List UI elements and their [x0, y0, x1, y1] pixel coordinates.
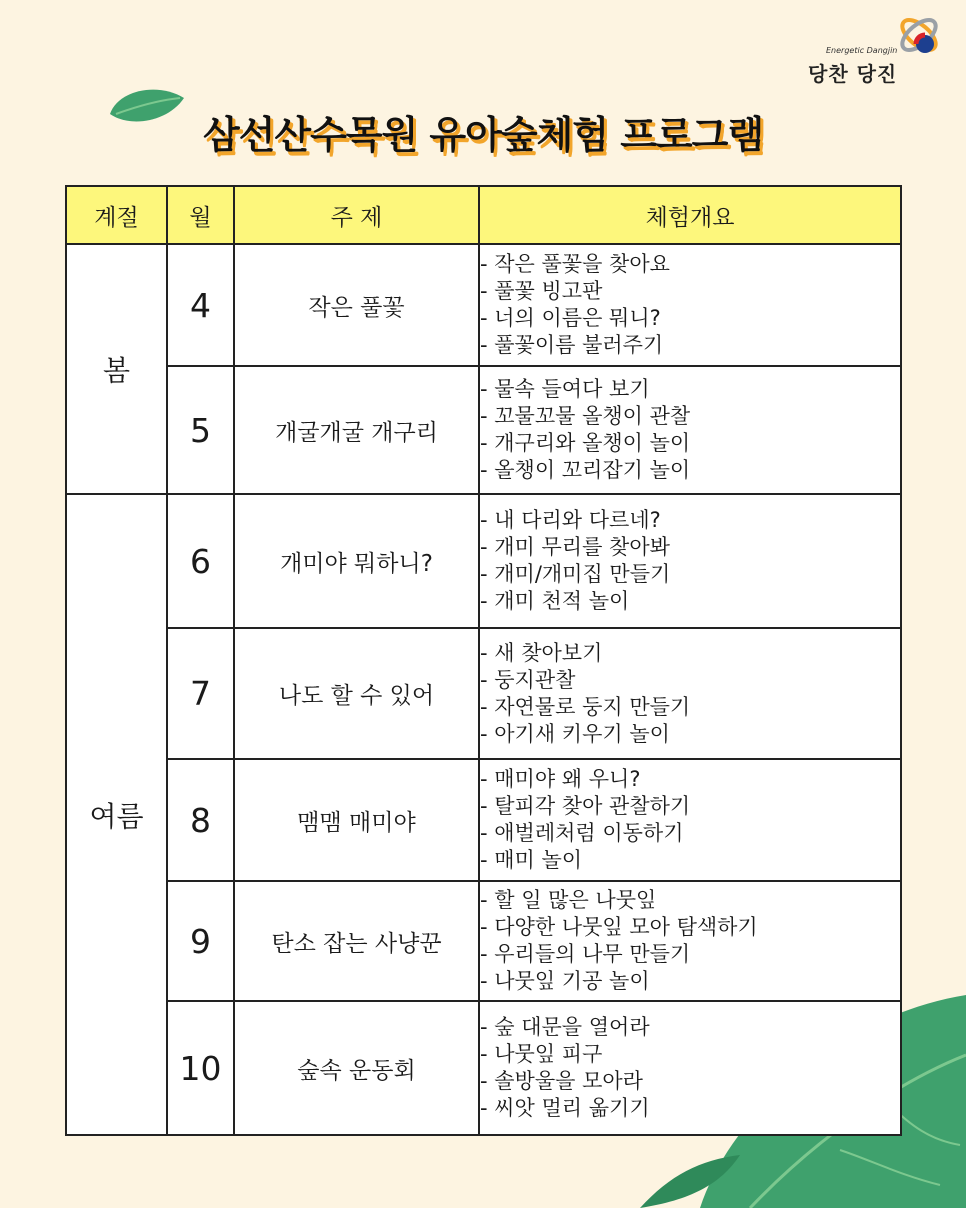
page-title: 삼선산수목원 유아숲체험 프로그램: [202, 113, 764, 157]
month-cell: 7: [167, 628, 234, 759]
detail-item: - 매미 놀이: [480, 848, 583, 872]
header-details: 체험개요: [479, 186, 901, 244]
detail-item: - 매미야 왜 우니?: [480, 767, 641, 791]
detail-item: - 나뭇잎 피구: [480, 1042, 603, 1066]
detail-item: - 할 일 많은 나뭇잎: [480, 888, 657, 912]
table-row: [66, 1001, 901, 1135]
detail-item: - 다양한 나뭇잎 모아 탐색하기: [480, 915, 758, 939]
logo-emblem-icon: [892, 8, 946, 64]
table-row: [66, 759, 901, 881]
topic-cell: 숲속 운동회: [234, 1001, 479, 1135]
detail-item: - 꼬물꼬물 올챙이 관찰: [480, 404, 691, 428]
detail-item: - 나뭇잎 기공 놀이: [480, 969, 650, 993]
month-cell: 9: [167, 881, 234, 1001]
detail-item: - 탈피각 찾아 관찰하기: [480, 794, 691, 818]
program-table: [65, 185, 902, 1136]
detail-item: - 아기새 키우기 놀이: [480, 721, 670, 746]
details-cell: [479, 759, 901, 881]
topic-cell: 작은 풀꽃: [234, 244, 479, 366]
header-season: 계절: [66, 186, 167, 244]
detail-item: - 둥지관찰: [480, 667, 576, 692]
month-cell: 4: [167, 244, 234, 366]
table-header-row: [66, 186, 901, 244]
table-row: [66, 244, 901, 366]
table-row: [66, 366, 901, 494]
detail-item: - 물속 들여다 보기: [480, 377, 650, 401]
month-cell: 6: [167, 494, 234, 628]
header-month: 월: [167, 186, 234, 244]
logo-tagline: Energetic Dangjin: [826, 46, 898, 55]
header-topic: 주 제: [234, 186, 479, 244]
month-cell: 10: [167, 1001, 234, 1135]
detail-item: - 자연물로 둥지 만들기: [480, 694, 691, 719]
dangjin-logo: [800, 8, 950, 86]
table-row: [66, 881, 901, 1001]
month-cell: 5: [167, 366, 234, 494]
season-cell: 여름: [66, 494, 167, 1135]
detail-item: - 우리들의 나무 만들기: [480, 942, 691, 966]
detail-item: - 내 다리와 다르네?: [480, 508, 661, 532]
detail-item: - 올챙이 꼬리잡기 놀이: [480, 458, 691, 482]
topic-cell: 맴맴 매미야: [234, 759, 479, 881]
detail-item: - 새 찾아보기: [480, 640, 603, 665]
detail-item: - 너의 이름은 뭐니?: [480, 306, 661, 330]
detail-item: - 풀꽃 빙고판: [480, 279, 603, 303]
detail-item: - 개구리와 올챙이 놀이: [480, 431, 691, 455]
details-cell: [479, 494, 901, 628]
topic-cell: 개굴개굴 개구리: [234, 366, 479, 494]
logo-wordmark: 당찬 당진: [808, 62, 898, 86]
details-cell: [479, 881, 901, 1001]
detail-item: - 씨앗 멀리 옮기기: [480, 1096, 650, 1120]
topic-cell: 개미야 뭐하니?: [234, 494, 479, 628]
details-cell: [479, 366, 901, 494]
detail-item: - 애벌레처럼 이동하기: [480, 821, 684, 845]
month-cell: 8: [167, 759, 234, 881]
detail-item: - 작은 풀꽃을 찾아요: [480, 252, 670, 276]
topic-cell: 탄소 잡는 사냥꾼: [234, 881, 479, 1001]
table-row: [66, 628, 901, 759]
details-cell: [479, 1001, 901, 1135]
details-cell: [479, 628, 901, 759]
detail-item: - 숲 대문을 열어라: [480, 1015, 650, 1039]
topic-cell: 나도 할 수 있어: [234, 628, 479, 759]
detail-item: - 개미/개미집 만들기: [480, 562, 671, 586]
table-row: [66, 494, 901, 628]
detail-item: - 솔방울을 모아라: [480, 1069, 643, 1093]
detail-item: - 개미 천적 놀이: [480, 589, 630, 613]
detail-item: - 풀꽃이름 불러주기: [480, 333, 664, 357]
season-cell: 봄: [66, 244, 167, 494]
details-cell: [479, 244, 901, 366]
detail-item: - 개미 무리를 찾아봐: [480, 535, 670, 559]
